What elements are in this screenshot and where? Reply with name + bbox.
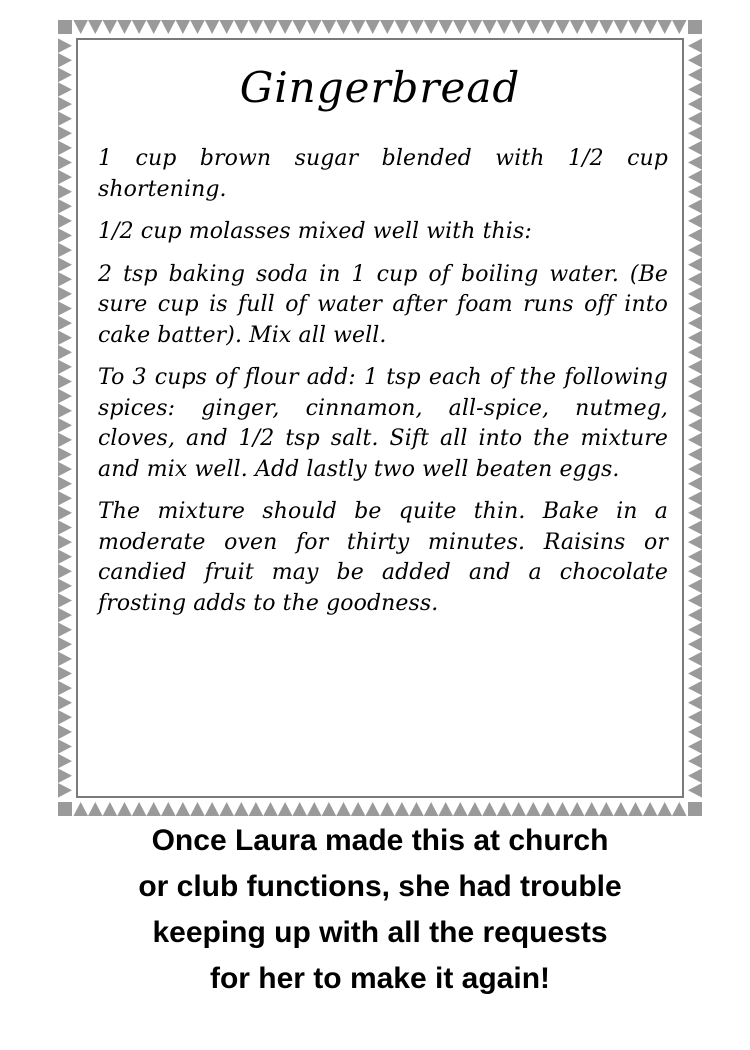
border-triangle: [234, 802, 249, 816]
border-triangle: [688, 38, 702, 53]
border-triangle: [688, 666, 702, 681]
border-triangle: [58, 637, 72, 652]
border-triangle: [497, 802, 512, 816]
border-triangle: [205, 802, 220, 816]
border-triangle: [58, 53, 72, 68]
border-triangle: [132, 20, 147, 34]
border-triangle: [58, 447, 72, 462]
border-triangle: [58, 462, 72, 477]
border-triangle: [688, 579, 702, 594]
border-triangle: [570, 20, 585, 34]
border-triangle: [58, 316, 72, 331]
border-triangle: [292, 802, 307, 816]
border-triangle: [58, 535, 72, 550]
border-triangle: [688, 228, 702, 243]
border-triangle: [657, 20, 672, 34]
border-triangle: [88, 802, 103, 816]
border-triangle: [58, 579, 72, 594]
border-triangle: [688, 564, 702, 579]
border-triangle: [688, 287, 702, 302]
border-triangle: [58, 754, 72, 769]
border-triangle: [688, 155, 702, 170]
border-triangle: [688, 257, 702, 272]
border-triangle: [249, 802, 264, 816]
border-corner: [688, 20, 702, 34]
border-triangle: [263, 20, 278, 34]
border-triangle: [351, 802, 366, 816]
border-triangle: [58, 97, 72, 112]
border-triangle: [688, 710, 702, 725]
border-triangle: [688, 608, 702, 623]
border-triangle: [58, 768, 72, 783]
border-triangle: [628, 802, 643, 816]
recipe-body: [98, 144, 668, 631]
border-triangle: [688, 141, 702, 156]
border-triangle: [688, 520, 702, 535]
border-triangle: [322, 20, 337, 34]
border-triangle: [307, 802, 322, 816]
border-triangle: [688, 768, 702, 783]
border-triangle: [58, 141, 72, 156]
border-triangle: [103, 20, 118, 34]
border-triangle: [58, 433, 72, 448]
border-triangle: [672, 20, 687, 34]
border-triangle: [58, 710, 72, 725]
border-triangle: [688, 389, 702, 404]
border-triangle: [688, 783, 702, 798]
border-triangle: [453, 802, 468, 816]
border-triangle: [468, 20, 483, 34]
border-triangle: [672, 802, 687, 816]
border-triangle: [58, 783, 72, 798]
border-triangle: [688, 403, 702, 418]
border-triangle: [395, 20, 410, 34]
border-triangle: [688, 754, 702, 769]
border-triangle: [58, 681, 72, 696]
border-triangle: [511, 20, 526, 34]
caption-line: or club functions, she had trouble: [138, 870, 622, 903]
border-triangle: [555, 20, 570, 34]
border-triangle: [643, 20, 658, 34]
border-triangle: [688, 535, 702, 550]
border-triangle: [146, 20, 161, 34]
border-triangle: [58, 170, 72, 185]
border-triangle: [482, 20, 497, 34]
border-triangle: [234, 20, 249, 34]
border-triangle: [58, 228, 72, 243]
border-triangle: [688, 97, 702, 112]
border-triangle: [688, 725, 702, 740]
border-triangle: [190, 802, 205, 816]
border-triangle: [58, 155, 72, 170]
border-triangle: [58, 389, 72, 404]
border-triangle: [688, 695, 702, 710]
border-triangle: [688, 272, 702, 287]
border-triangle: [58, 214, 72, 229]
border-triangle: [688, 681, 702, 696]
border-triangle: [132, 802, 147, 816]
border-triangle: [219, 802, 234, 816]
border-triangle: [58, 126, 72, 141]
border-triangle: [482, 802, 497, 816]
border-triangle: [688, 82, 702, 97]
border-triangle: [688, 53, 702, 68]
border-triangle: [688, 301, 702, 316]
border-triangle: [395, 802, 410, 816]
border-triangle: [117, 20, 132, 34]
border-triangle: [688, 199, 702, 214]
border-triangle: [688, 184, 702, 199]
recipe-title: Gingerbread: [239, 63, 521, 112]
border-triangle: [249, 20, 264, 34]
border-triangle: [409, 20, 424, 34]
border-triangle: [688, 316, 702, 331]
border-triangle: [176, 20, 191, 34]
border-triangle: [643, 802, 658, 816]
border-triangle: [58, 257, 72, 272]
border-triangle: [541, 20, 556, 34]
border-triangle: [58, 491, 72, 506]
border-triangle: [599, 20, 614, 34]
border-triangle: [688, 170, 702, 185]
border-triangle: [688, 447, 702, 462]
border-triangle: [657, 802, 672, 816]
border-triangle: [688, 593, 702, 608]
border-triangle: [161, 20, 176, 34]
border-triangle: [336, 20, 351, 34]
border-triangle: [453, 20, 468, 34]
border-triangle: [511, 802, 526, 816]
border-triangle: [58, 476, 72, 491]
border-corner: [688, 802, 702, 816]
border-triangle: [526, 802, 541, 816]
border-triangle: [58, 243, 72, 258]
border-triangle: [584, 20, 599, 34]
border-triangle: [58, 666, 72, 681]
border-triangle: [688, 476, 702, 491]
border-triangle: [58, 593, 72, 608]
border-triangle: [263, 802, 278, 816]
border-triangle: [438, 802, 453, 816]
border-triangle: [322, 802, 337, 816]
border-triangle: [58, 608, 72, 623]
border-triangle: [688, 418, 702, 433]
border-triangle: [58, 622, 72, 637]
border-triangle: [688, 374, 702, 389]
border-triangle: [278, 802, 293, 816]
border-triangle: [688, 68, 702, 83]
border-triangle: [58, 506, 72, 521]
border-triangle: [614, 20, 629, 34]
border-triangle: [584, 802, 599, 816]
border-triangle: [58, 360, 72, 375]
caption-line: keeping up with all the requests: [152, 916, 608, 949]
border-triangle: [88, 20, 103, 34]
border-triangle: [438, 20, 453, 34]
border-triangle: [161, 802, 176, 816]
border-triangle: [526, 20, 541, 34]
border-triangle: [424, 20, 439, 34]
border-triangle: [205, 20, 220, 34]
caption-line: for her to make it again!: [209, 962, 551, 995]
border-triangle: [190, 20, 205, 34]
border-triangle: [58, 520, 72, 535]
border-triangle: [688, 345, 702, 360]
border-triangle: [688, 243, 702, 258]
border-triangle: [146, 802, 161, 816]
border-triangle: [688, 462, 702, 477]
border-triangle: [599, 802, 614, 816]
recipe-step: 2 tsp baking soda in 1 cup of boiling water. (Be sure cup is full of water after foam runs off into cake batter). Mix all well.: [98, 261, 668, 348]
border-triangle: [58, 184, 72, 199]
border-triangle: [58, 695, 72, 710]
border-triangle: [688, 637, 702, 652]
border-triangle: [58, 564, 72, 579]
recipe-step: 1/2 cup molasses mixed well with this:: [98, 219, 532, 244]
border-triangle: [58, 345, 72, 360]
border-triangle: [614, 802, 629, 816]
border-triangle: [58, 725, 72, 740]
border-triangle: [688, 433, 702, 448]
border-triangle: [58, 287, 72, 302]
border-triangle: [58, 652, 72, 667]
border-triangle: [688, 214, 702, 229]
border-triangle: [58, 330, 72, 345]
border-triangle: [219, 20, 234, 34]
border-triangle: [409, 802, 424, 816]
border-triangle: [58, 38, 72, 53]
recipe-card: [78, 40, 682, 796]
border-triangle: [117, 802, 132, 816]
border-triangle: [688, 549, 702, 564]
border-triangle: [176, 802, 191, 816]
border-corner: [58, 20, 72, 34]
border-corner: [58, 802, 72, 816]
border-triangle: [58, 68, 72, 83]
border-triangle: [351, 20, 366, 34]
border-triangle: [73, 802, 88, 816]
recipe-step: The mixture should be quite thin. Bake in a moderate oven for thirty minutes. Raisins or candied fruit may be added and a chocolate frosting adds to the goodness.: [98, 499, 668, 616]
border-triangle: [73, 20, 88, 34]
border-triangle: [688, 622, 702, 637]
border-triangle: [58, 199, 72, 214]
caption-text: [60, 818, 700, 1002]
border-triangle: [58, 111, 72, 126]
border-triangle: [292, 20, 307, 34]
border-triangle: [307, 20, 322, 34]
border-triangle: [365, 802, 380, 816]
border-triangle: [688, 506, 702, 521]
border-triangle: [570, 802, 585, 816]
caption-line: Once Laura made this at church: [151, 824, 609, 857]
border-triangle: [688, 739, 702, 754]
border-triangle: [468, 802, 483, 816]
border-triangle: [688, 330, 702, 345]
border-triangle: [58, 418, 72, 433]
border-triangle: [58, 82, 72, 97]
border-triangle: [497, 20, 512, 34]
border-triangle: [688, 491, 702, 506]
border-triangle: [380, 802, 395, 816]
border-triangle: [541, 802, 556, 816]
border-triangle: [365, 20, 380, 34]
border-triangle: [688, 652, 702, 667]
border-triangle: [380, 20, 395, 34]
border-triangle: [555, 802, 570, 816]
border-triangle: [103, 802, 118, 816]
border-triangle: [336, 802, 351, 816]
border-triangle: [424, 802, 439, 816]
border-triangle: [688, 360, 702, 375]
recipe-step: 1 cup brown sugar blended with 1/2 cup shortening.: [98, 146, 668, 202]
border-triangle: [58, 403, 72, 418]
border-triangle: [278, 20, 293, 34]
border-triangle: [628, 20, 643, 34]
border-triangle: [58, 739, 72, 754]
border-triangle: [58, 374, 72, 389]
border-triangle: [58, 301, 72, 316]
border-triangle: [688, 111, 702, 126]
border-triangle: [58, 272, 72, 287]
border-triangle: [58, 549, 72, 564]
border-triangle: [688, 126, 702, 141]
recipe-step: To 3 cups of flour add: 1 tsp each of the following spices: ginger, cinnamon, all-spice, nutmeg, cloves, and 1/2 tsp salt. Sift all into the mixture and mix well. Add lastly two well beaten eggs.: [98, 365, 668, 482]
